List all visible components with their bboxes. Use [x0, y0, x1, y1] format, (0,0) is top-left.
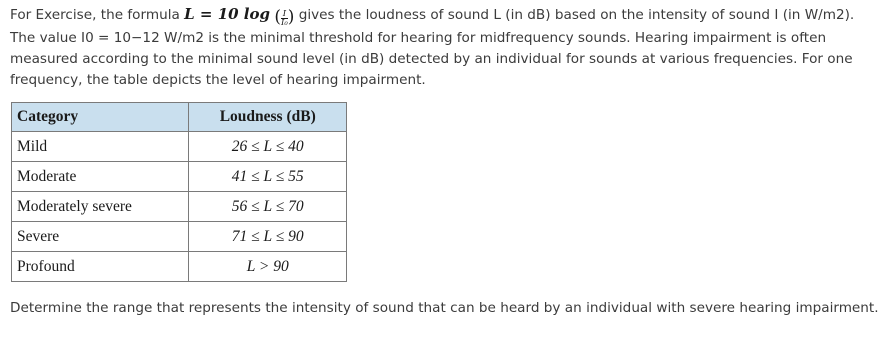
category-cell: Mild — [12, 132, 189, 162]
intro-prefix: For Exercise, the formula — [10, 7, 180, 23]
category-cell: Moderate — [12, 162, 189, 192]
intensity-ratio: ( $\frac{I}{\text{I₀}}$ ) — [274, 7, 295, 28]
fraction-numerator: I — [282, 8, 287, 19]
loudness-cell: 56 ≤ L ≤ 70 — [189, 192, 347, 222]
fraction-denominator: I₀ — [280, 17, 288, 28]
loudness-cell: 71 ≤ L ≤ 90 — [189, 222, 347, 252]
table-row — [12, 132, 347, 162]
category-cell: Profound — [12, 252, 189, 282]
question-text: Determine the range that represents the intensity of sound that can be heard by an individual with severe hearing impairment. — [10, 300, 879, 316]
loudness-formula: L = 10 log — [184, 5, 271, 23]
table-row — [12, 252, 347, 282]
loudness-cell: 26 ≤ L ≤ 40 — [189, 132, 347, 162]
loudness-cell: L > 90 — [189, 252, 347, 282]
hearing-impairment-table — [11, 102, 347, 282]
table-row — [12, 192, 347, 222]
loudness-cell: 41 ≤ L ≤ 55 — [189, 162, 347, 192]
table-row — [12, 162, 347, 192]
header-category: Category — [12, 103, 189, 132]
table-row — [12, 222, 347, 252]
category-cell: Severe — [12, 222, 189, 252]
intro-paragraph — [10, 4, 882, 91]
intro-text: gives the loudness of sound L (in dB) based on the intensity of sound I (in W/m2). The value I0 = 10−12 W/m2 is the minimal threshold for hearing for midfrequency sounds. Hearing impairment is often measured according to the minimal sound level (in dB) detected by an individual for sounds at various frequencies. For one frequency, the table depicts the level of hearing impairment. — [10, 7, 855, 88]
table-header-row — [12, 103, 347, 132]
header-loudness: Loudness (dB) — [189, 103, 347, 132]
category-cell: Moderately severe — [12, 192, 189, 222]
